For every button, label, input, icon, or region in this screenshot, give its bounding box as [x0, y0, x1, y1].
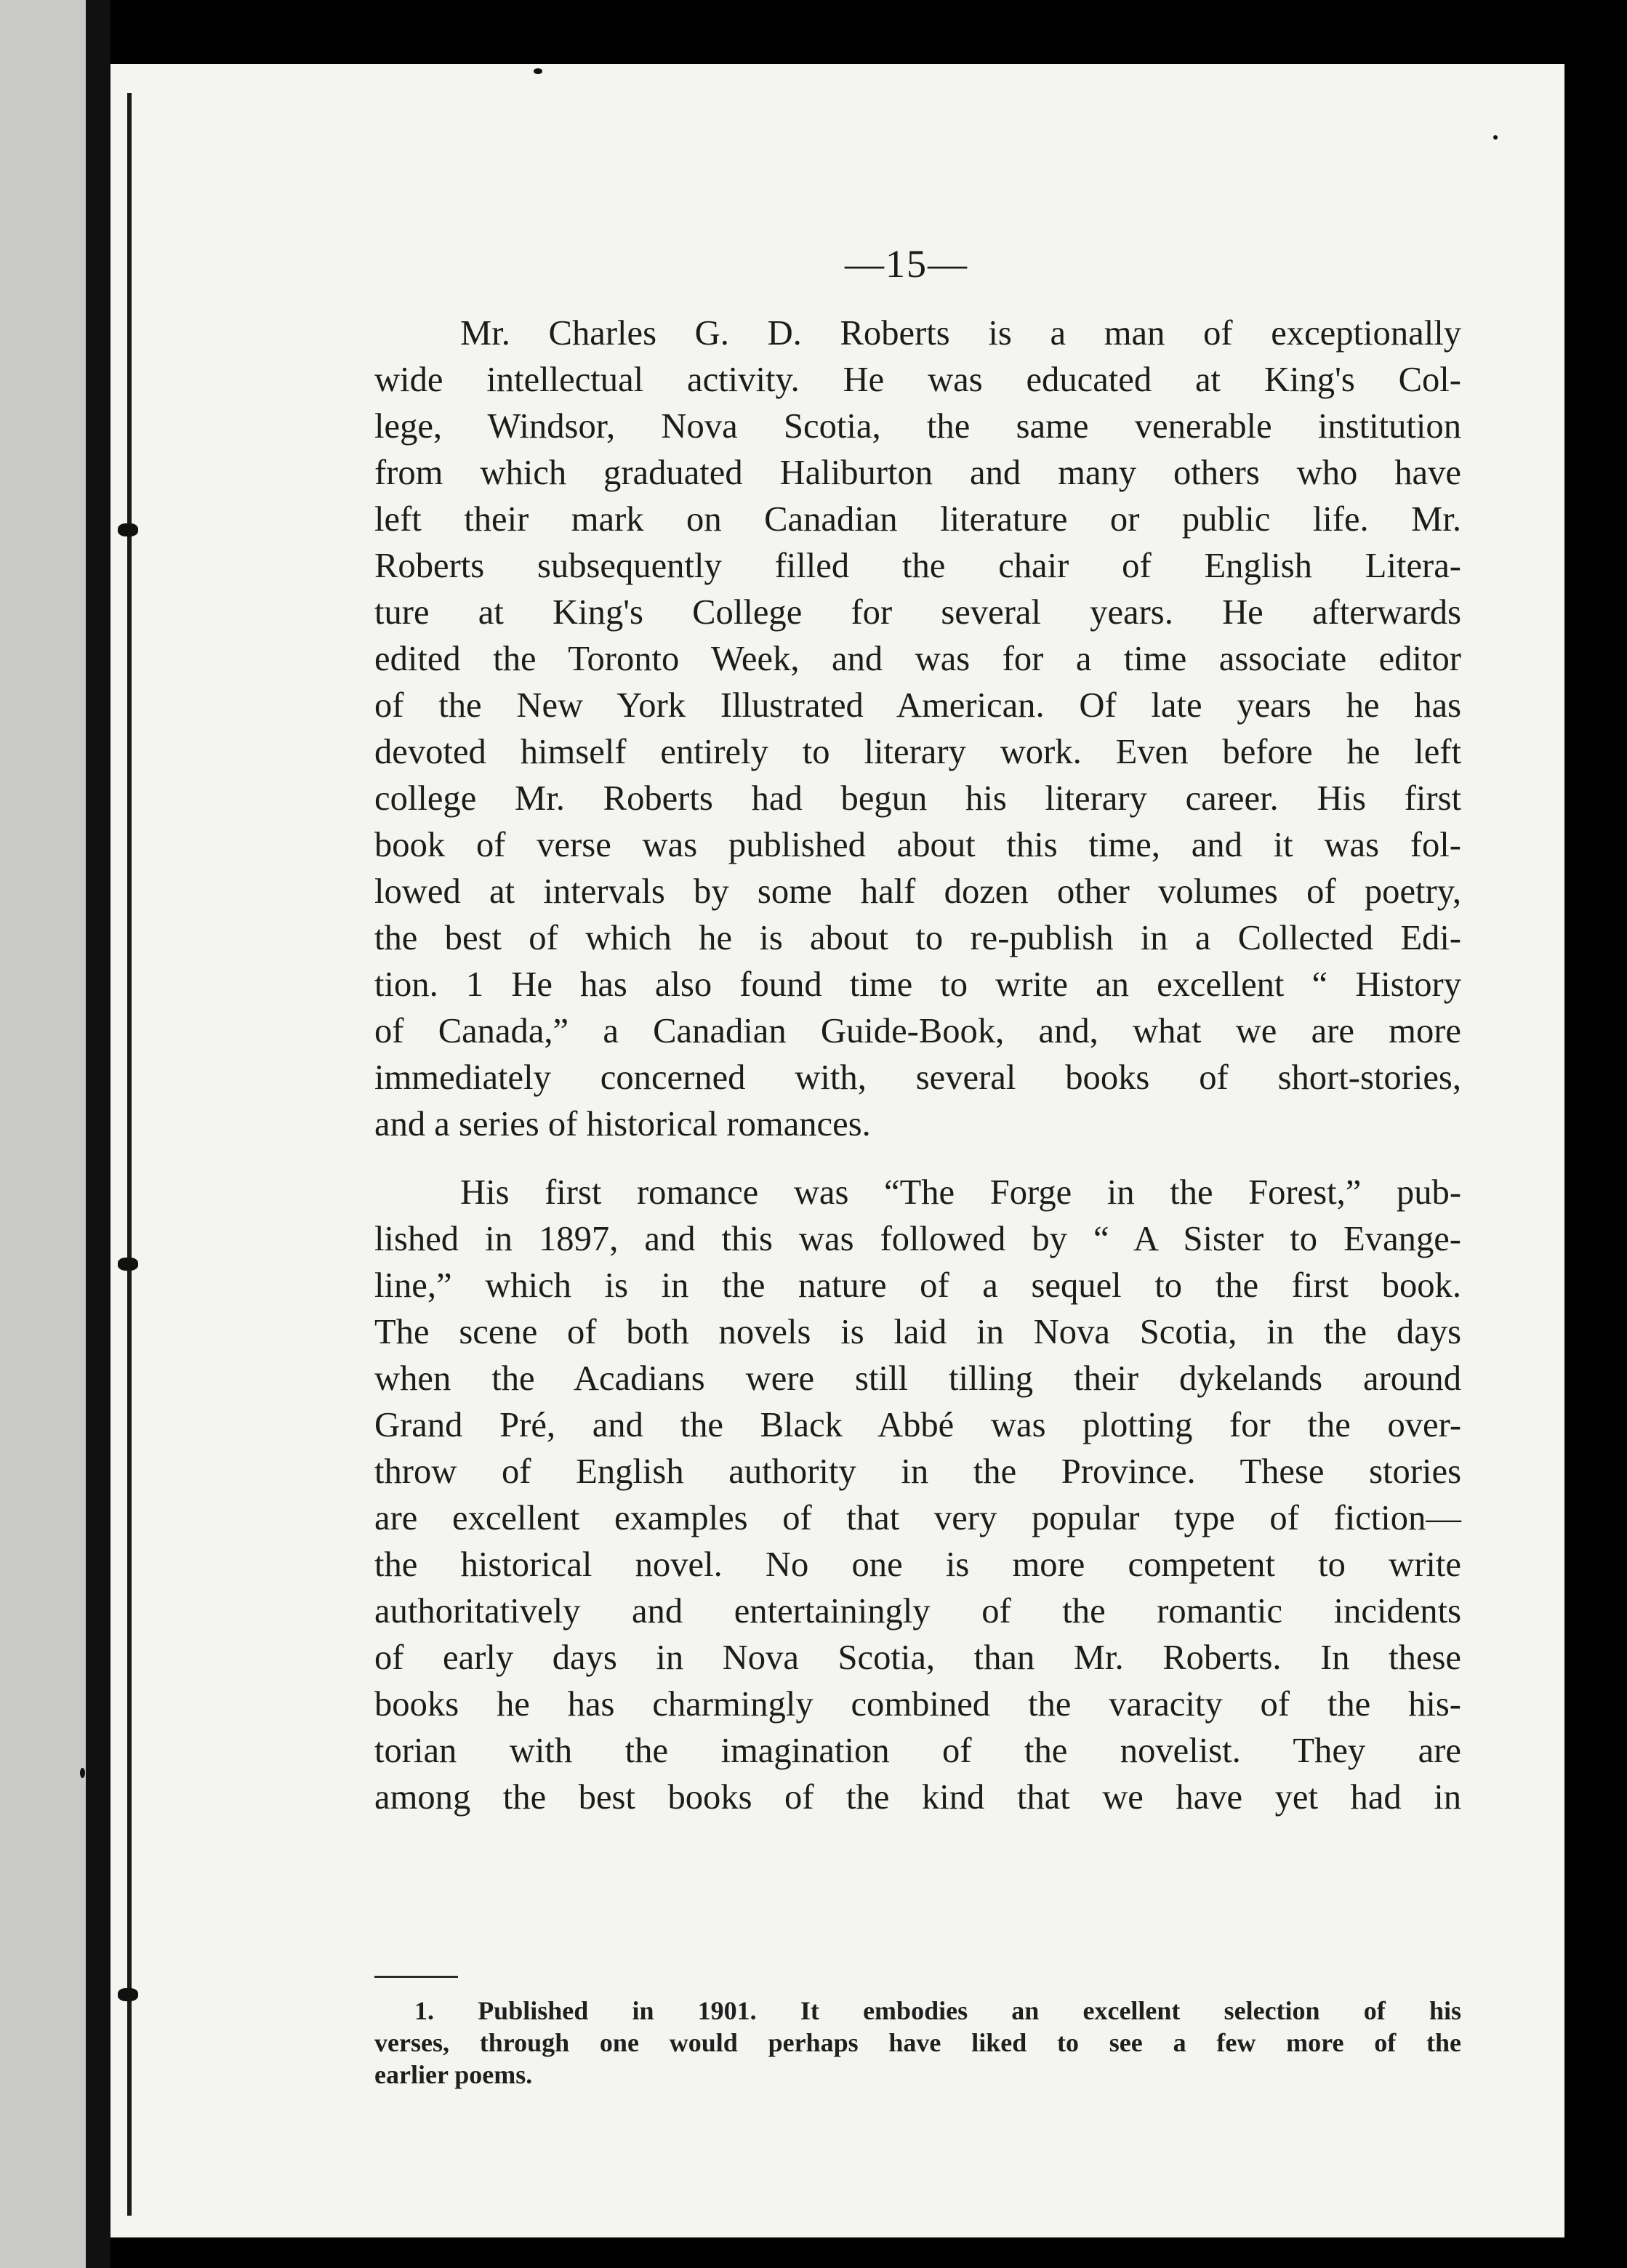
- text-line: book of verse was published about this time, and it was fol-: [374, 825, 1461, 864]
- text-line: of early days in Nova Scotia, than Mr. Roberts. In these: [374, 1638, 1461, 1677]
- adjacent-page-edge: [0, 0, 86, 2268]
- text-line: the historical novel. No one is more competent to write: [374, 1545, 1461, 1584]
- text-line: the best of which he is about to re-publish in a Collected Edi-: [374, 918, 1461, 957]
- text-line: lege, Windsor, Nova Scotia, the same venerable institution: [374, 406, 1461, 446]
- text-line: line,” which is in the nature of a sequel to the first book.: [374, 1266, 1461, 1305]
- page-number: —15—: [845, 242, 968, 286]
- footnote-line: 1. Published in 1901. It embodies an excellent selection of his: [414, 1996, 1461, 2025]
- footnote: [374, 1995, 1461, 2091]
- text-line: are excellent examples of that very popular type of fiction—: [374, 1498, 1461, 1537]
- text-line: authoritatively and entertainingly of the romantic incidents: [374, 1591, 1461, 1630]
- print-speck: [534, 68, 542, 74]
- text-line: from which graduated Haliburton and many others who have: [374, 453, 1461, 492]
- text-line: immediately concerned with, several books of short-stories,: [374, 1058, 1461, 1097]
- body-text: [374, 310, 1461, 1820]
- text-line: devoted himself entirely to literary work. Even before he left: [374, 732, 1461, 771]
- text-line: lished in 1897, and this was followed by “ A Sister to Evange-: [374, 1219, 1461, 1258]
- print-speck: [1493, 135, 1498, 140]
- text-line: tion. 1 He has also found time to write an excellent “ History: [374, 965, 1461, 1004]
- text-line: ture at King's College for several years. He afterwards: [374, 592, 1461, 632]
- footnote-rule: [374, 1976, 458, 1978]
- paragraph: [374, 310, 1461, 1147]
- footnote-line: verses, through one would perhaps have liked to see a few more of the: [374, 2028, 1461, 2057]
- text-line: college Mr. Roberts had begun his literary career. His first: [374, 779, 1461, 818]
- text-line: Grand Pré, and the Black Abbé was plotting for the over-: [374, 1405, 1461, 1444]
- page-gutter: [86, 0, 111, 2268]
- binding-stitch-mark: [118, 1258, 138, 1271]
- text-line: torian with the imagination of the novelist. They are: [374, 1731, 1461, 1770]
- text-line: left their mark on Canadian literature or public life. Mr.: [374, 499, 1461, 539]
- paragraph: [374, 1169, 1461, 1820]
- text-line: lowed at intervals by some half dozen other volumes of poetry,: [374, 872, 1461, 911]
- binding-stitch-mark: [118, 1988, 138, 2001]
- text-line: and a series of historical romances.: [374, 1104, 871, 1143]
- text-line: Mr. Charles G. D. Roberts is a man of exceptionally: [460, 313, 1461, 353]
- text-line: Roberts subsequently filled the chair of English Litera-: [374, 546, 1461, 585]
- text-line: wide intellectual activity. He was educated at King's Col-: [374, 360, 1461, 399]
- text-line: of Canada,” a Canadian Guide-Book, and, what we are more: [374, 1011, 1461, 1050]
- text-line: among the best books of the kind that we have yet had in: [374, 1777, 1461, 1817]
- text-line: The scene of both novels is laid in Nova Scotia, in the days: [374, 1312, 1461, 1351]
- text-line: when the Acadians were still tilling their dykelands around: [374, 1359, 1461, 1398]
- text-line: His first romance was “The Forge in the Forest,” pub-: [460, 1173, 1461, 1212]
- text-line: of the New York Illustrated American. Of late years he has: [374, 685, 1461, 725]
- footnote-line: earlier poems.: [374, 2060, 533, 2089]
- text-line: books he has charmingly combined the varacity of the his-: [374, 1684, 1461, 1724]
- binding-stitch-mark: [118, 523, 138, 536]
- text-line: edited the Toronto Week, and was for a time associate editor: [374, 639, 1461, 678]
- print-speck: [80, 1768, 85, 1778]
- binding-stitch-line: [127, 93, 132, 2216]
- text-line: throw of English authority in the Province. These stories: [374, 1452, 1461, 1491]
